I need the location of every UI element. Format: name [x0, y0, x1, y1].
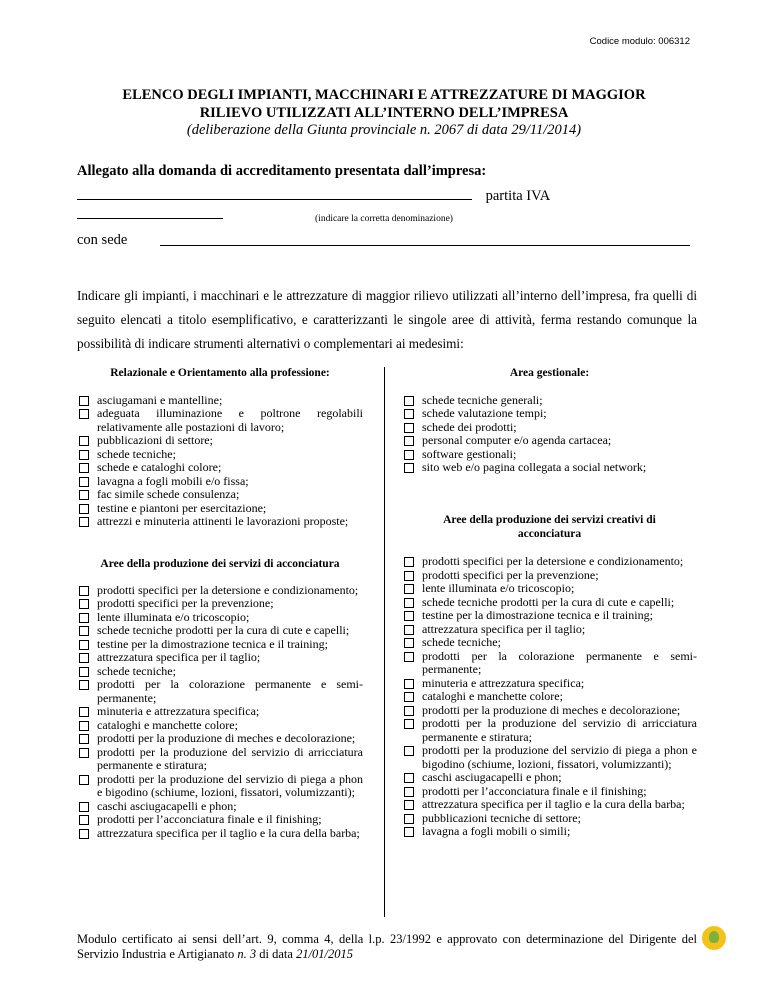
company-name-field[interactable]	[77, 186, 472, 200]
checklist-item[interactable]: pubblicazioni tecniche di settore;	[402, 812, 697, 826]
checklist	[402, 555, 697, 839]
document-subtitle: (deliberazione della Giunta provinciale n. 2067 di data 29/11/2014)	[186, 122, 582, 138]
checklist-item[interactable]: attrezzatura specifica per il taglio e la cura della barba;	[402, 798, 697, 812]
checklist-item[interactable]: schede tecniche;	[77, 448, 363, 462]
footer-text: Modulo certificato ai sensi dell’art. 9, comma 4, della l.p. 23/1992 e approvato con determinazione del Dirigente del Servizio Industria e Artigianato	[77, 932, 697, 961]
checklist-item[interactable]: lavagna a fogli mobili o simili;	[402, 825, 697, 839]
intro-paragraph: Indicare gli impianti, i macchinari e le attrezzature di maggior rilievo utilizzati all’interno dell’impresa, fra quelli di seguito elencati a titolo esemplificativo, e caratterizzanti le singole aree di attività, ferma restando comunque la possibilità di indicare strumenti alternativi o complementari ai medesimi:	[77, 288, 697, 351]
checklist-item[interactable]: prodotti per la produzione di meches e decolorazione;	[402, 704, 697, 718]
checklist-item[interactable]: prodotti per la produzione di meches e decolorazione;	[77, 732, 363, 746]
checklist-item[interactable]: schede tecniche prodotti per la cura di cute e capelli;	[77, 624, 363, 638]
checklist-item[interactable]: prodotti per l’acconciatura finale e il finishing;	[77, 813, 363, 827]
checklist-item[interactable]: minuteria e attrezzatura specifica;	[402, 677, 697, 691]
company-name-hint: (indicare la corretta denominazione)	[315, 214, 453, 224]
checklist-item[interactable]: prodotti per la produzione del servizio di piega a phon e bigodino (schiume, lozioni, fissatori, volumizzanti);	[402, 744, 697, 771]
column-divider	[384, 367, 385, 917]
determination-number: n. 3	[237, 947, 257, 961]
determination-date: 21/01/2015	[296, 947, 354, 961]
section-creativi	[402, 514, 697, 839]
checklist-item[interactable]: prodotti per la produzione del servizio di piega a phon e bigodino (schiume, lozioni, fissatori, volumizzanti);	[77, 773, 363, 800]
form-code: Codice modulo: 006312	[589, 36, 690, 47]
checklist-item[interactable]: schede tecniche;	[402, 636, 697, 650]
checklist-item[interactable]: testine per la dimostrazione tecnica e il training;	[77, 638, 363, 652]
section-gestionale	[402, 367, 697, 475]
section-heading: Aree della produzione dei servizi di acconciatura	[100, 558, 340, 570]
checklist-item[interactable]: sito web e/o pagina collegata a social network;	[402, 461, 697, 475]
checklist-item[interactable]: testine per la dimostrazione tecnica e il training;	[402, 609, 697, 623]
title-line-2: RILIEVO UTILIZZATI ALL’INTERNO DELL’IMPRESA	[199, 105, 569, 121]
checklist	[77, 584, 363, 841]
checklist-item[interactable]: personal computer e/o agenda cartacea;	[402, 434, 697, 448]
checklist-item[interactable]: lavagna a fogli mobili e/o fissa;	[77, 475, 363, 489]
checklist-item[interactable]: prodotti per la produzione del servizio di arricciatura permanente e stiratura;	[77, 746, 363, 773]
checklist-item[interactable]: cataloghi e manchette colore;	[402, 690, 697, 704]
checklist-item[interactable]: caschi asciugacapelli e phon;	[402, 771, 697, 785]
checklist-item[interactable]: prodotti per la colorazione permanente e semi-permanente;	[402, 650, 697, 677]
checklist-item[interactable]: prodotti per la produzione del servizio di arricciatura permanente e stiratura;	[402, 717, 697, 744]
checklist-item[interactable]: pubblicazioni di settore;	[77, 434, 363, 448]
section-heading: Relazionale e Orientamento alla professione:	[110, 367, 330, 379]
checklist-item[interactable]: prodotti specifici per la prevenzione;	[77, 597, 363, 611]
title-line-1: ELENCO DEGLI IMPIANTI, MACCHINARI E ATTREZZATURE DI MAGGIOR	[122, 87, 646, 103]
document-title	[60, 86, 708, 122]
partita-iva-label: partita IVA	[485, 188, 550, 204]
con-sede-label: con sede	[77, 232, 128, 248]
allegato-heading: Allegato alla domanda di accreditamento presentata dall’impresa:	[77, 163, 487, 179]
checklist-item[interactable]: attrezzi e minuteria attinenti le lavorazioni proposte;	[77, 515, 363, 529]
section-heading: Aree della produzione dei servizi creativi di acconciatura	[443, 514, 656, 540]
checklist	[402, 394, 697, 475]
checklist-item[interactable]: prodotti specifici per la detersione e condizionamento;	[402, 555, 697, 569]
checklist-item[interactable]: asciugamani e mantelline;	[77, 394, 363, 408]
checklist-item[interactable]: prodotti per la colorazione permanente e semi-permanente;	[77, 678, 363, 705]
checklist-item[interactable]: schede tecniche generali;	[402, 394, 697, 408]
checklist-item[interactable]: schede e cataloghi colore;	[77, 461, 363, 475]
checklist-item[interactable]: attrezzatura specifica per il taglio;	[77, 651, 363, 665]
checklist-item[interactable]: attrezzatura specifica per il taglio e la cura della barba;	[77, 827, 363, 841]
checklist-item[interactable]: schede tecniche;	[77, 665, 363, 679]
checklist-item[interactable]: schede dei prodotti;	[402, 421, 697, 435]
checklist-item[interactable]: schede tecniche prodotti per la cura di cute e capelli;	[402, 596, 697, 610]
con-sede-field[interactable]	[160, 245, 690, 246]
checklist-item[interactable]: schede valutazione tempi;	[402, 407, 697, 421]
checklist-item[interactable]: prodotti specifici per la detersione e condizionamento;	[77, 584, 363, 598]
checklist-item[interactable]: software gestionali;	[402, 448, 697, 462]
footer-text: di data	[256, 947, 297, 961]
checklist-item[interactable]: cataloghi e manchette colore;	[77, 719, 363, 733]
checklist-item[interactable]: fac simile schede consulenza;	[77, 488, 363, 502]
checklist-item[interactable]: adeguata illuminazione e poltrone regolabili relativamente alle postazioni di lavoro;	[77, 407, 363, 434]
checklist-item[interactable]: lente illuminata e/o tricoscopio;	[402, 582, 697, 596]
section-heading: Area gestionale:	[509, 367, 590, 379]
checklist-item[interactable]: minuteria e attrezzatura specifica;	[77, 705, 363, 719]
checklist	[77, 394, 363, 529]
footer-certification	[77, 932, 697, 962]
checklist-item[interactable]: testine e piantoni per esercitazione;	[77, 502, 363, 516]
checklist-item[interactable]: prodotti per l’acconciatura finale e il finishing;	[402, 785, 697, 799]
checklist-item[interactable]: caschi asciugacapelli e phon;	[77, 800, 363, 814]
checklist-item[interactable]: lente illuminata e/o tricoscopio;	[77, 611, 363, 625]
checklist-item[interactable]: attrezzatura specifica per il taglio;	[402, 623, 697, 637]
section-relazionale	[77, 367, 363, 529]
quality-logo-icon	[702, 926, 726, 950]
section-acconciatura	[77, 558, 363, 840]
checklist-item[interactable]: prodotti specifici per la prevenzione;	[402, 569, 697, 583]
